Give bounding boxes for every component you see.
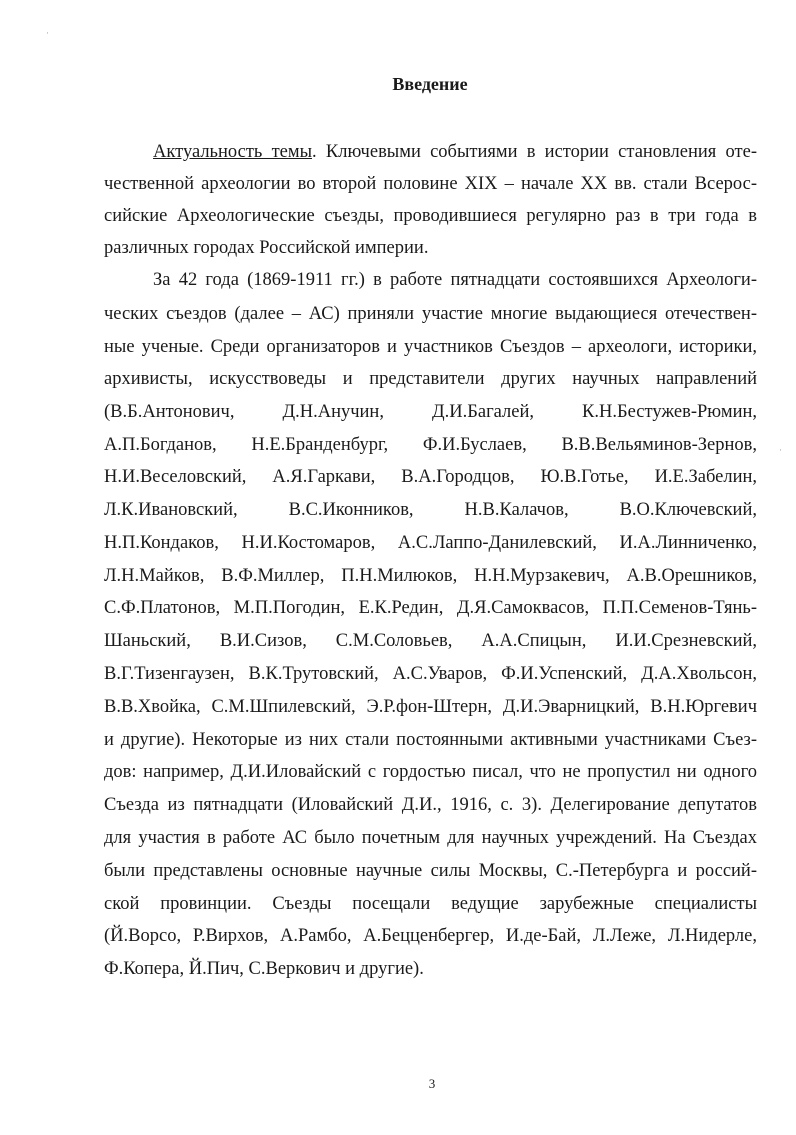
text-line: для участия в работе АС было почетным для научных учреждений. На Съездах (104, 828, 757, 848)
scan-speck: · (46, 28, 49, 38)
text-line: Л.К.Ивановский, В.С.Иконников, Н.В.Калачов, В.О.Ключевский, (104, 500, 757, 520)
text-line: Л.Н.Майков, В.Ф.Миллер, П.Н.Милюков, Н.Н.Мурзакевич, А.В.Орешников, (104, 566, 757, 586)
page-title: Введение (392, 74, 468, 94)
topic-label: Актуальность темы (153, 142, 313, 162)
scan-speck: · (779, 445, 782, 455)
text-line: и другие). Некоторые из них стали постоянными активными участниками Съез- (104, 730, 757, 750)
text-line: сийские Археологические съезды, проводившиеся регулярно раз в три года в (104, 206, 757, 226)
text-line: В.В.Хвойка, С.М.Шпилевский, Э.Р.фон-Штерн, Д.И.Эварницкий, В.Н.Юргевич (104, 697, 757, 717)
text-line: чественной археологии во второй половине XIX – начале XX вв. стали Всерос- (104, 174, 757, 194)
text-line: ской провинции. Съезды посещали ведущие зарубежные специалисты (104, 894, 757, 914)
text-line: различных городах Российской империи. (104, 238, 429, 258)
text-line: дов: например, Д.И.Иловайский с гордостью писал, что не пропустил ни одного (104, 762, 757, 782)
page-number: 3 (428, 1076, 436, 1091)
text-line: ческих съездов (далее – АС) приняли участие многие выдающиеся отечествен- (104, 304, 757, 324)
text-line: (В.Б.Антонович, Д.Н.Анучин, Д.И.Багалей, К.Н.Бестужев-Рюмин, (104, 402, 757, 422)
text-line: Съезда из пятнадцати (Иловайский Д.И., 1916, с. 3). Делегирование депутатов (104, 795, 757, 815)
text-line: Актуальность темы. Ключевыми событиями в истории становления оте- (153, 142, 757, 162)
text-line: А.П.Богданов, Н.Е.Бранденбург, Ф.И.Буслаев, В.В.Вельяминов-Зернов, (104, 435, 757, 455)
text-line: были представлены основные научные силы Москвы, С.-Петербурга и россий- (104, 861, 757, 881)
text-line: (Й.Ворсо, Р.Вирхов, А.Рамбо, А.Бецценбергер, И.де-Бай, Л.Леже, Л.Нидерле, (104, 926, 757, 946)
text-line: ные ученые. Среди организаторов и участников Съездов – археологи, историки, (104, 337, 757, 357)
text-line: Ф.Копера, Й.Пич, С.Веркович и другие). (104, 959, 424, 979)
text-line: Н.И.Веселовский, А.Я.Гаркави, В.А.Городцов, Ю.В.Готье, И.Е.Забелин, (104, 467, 757, 487)
text-line: В.Г.Тизенгаузен, В.К.Трутовский, А.С.Уваров, Ф.И.Успенский, Д.А.Хвольсон, (104, 664, 757, 684)
text-line: С.Ф.Платонов, М.П.Погодин, Е.К.Редин, Д.Я.Самоквасов, П.П.Семенов-Тянь- (104, 598, 757, 618)
text-line: Н.П.Кондаков, Н.И.Костомаров, А.С.Лаппо-Данилевский, И.А.Линниченко, (104, 533, 757, 553)
text-line: архивисты, искусствоведы и представители других научных направлений (104, 369, 757, 389)
text-line: Шаньский, В.И.Сизов, С.М.Соловьев, А.А.Спицын, И.И.Срезневский, (104, 631, 757, 651)
text-line: За 42 года (1869-1911 гг.) в работе пятнадцати состоявшихся Археологи- (153, 270, 757, 290)
